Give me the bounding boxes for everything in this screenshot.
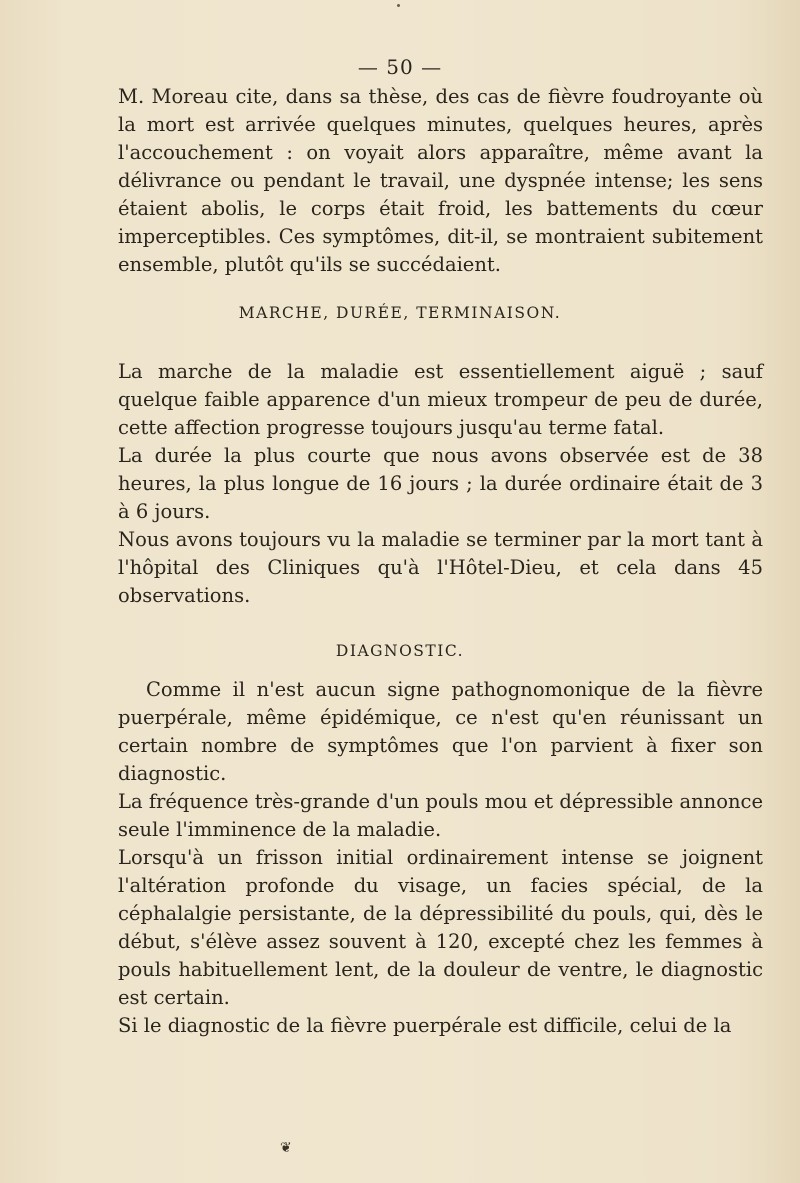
paragraph: M. Moreau cite, dans sa thèse, des cas de fièvre foudroyante où la mort est arrivée quelques minutes, quelques heures, après l'accouchement : on voyait alors apparaître, même avant la délivrance ou pendant le travail, une dyspnée intense; les sens étaient abolis, le corps était froid, les battements du cœur imperceptibles. Ces symptômes, dit-il, se montraient subitement ensemble, plutôt qu'ils se succédaient. bbox=[118, 85, 763, 276]
section-heading-diagnostic: DIAGNOSTIC. bbox=[335, 642, 465, 660]
paragraph: La marche de la maladie est essentiellement aiguë ; sauf quelque faible apparence d'un mieux trompeur de peu de durée, cette affection progresse toujours jusqu'au terme fatal. bbox=[118, 360, 763, 439]
paragraph: Comme il n'est aucun signe pathognomonique de la fièvre puerpérale, même épidémique, ce n'est qu'en réunissant un certain nombre de symptômes que l'on parvient à fixer son diagnostic. bbox=[118, 678, 763, 785]
paragraph: Lorsqu'à un frisson initial ordinairement intense se joignent l'altération profonde du visage, un facies spécial, de la céphalalgie persistante, de la dépressibilité du pouls, qui, dès le début, s'élève assez souvent à 120, excepté chez les femmes à pouls habituellement lent, de la douleur de ventre, le diagnostic est certain. bbox=[118, 846, 763, 1009]
intro-section bbox=[118, 83, 763, 279]
page-number-header: — 50 — bbox=[357, 55, 443, 79]
paragraph: Si le diagnostic de la fièvre puerpérale est difficile, celui de la bbox=[118, 1014, 732, 1037]
paragraph: La durée la plus courte que nous avons observée est de 38 heures, la plus longue de 16 jours ; la durée ordinaire était de 3 à 6 jours. bbox=[118, 444, 763, 523]
section-heading-marche: MARCHE, DURÉE, TERMINAISON. bbox=[238, 304, 562, 322]
paragraph: La fréquence très-grande d'un pouls mou et dépressible annonce seule l'imminence de la maladie. bbox=[118, 790, 763, 841]
diagnostic-section bbox=[118, 676, 763, 1040]
paragraph: Nous avons toujours vu la maladie se terminer par la mort tant à l'hôpital des Cliniques qu'à l'Hôtel-Dieu, et cela dans 45 observations. bbox=[118, 528, 763, 607]
printer-mark-icon: ❦ bbox=[280, 1140, 292, 1156]
ink-speck bbox=[397, 4, 400, 7]
marche-section bbox=[118, 358, 763, 610]
